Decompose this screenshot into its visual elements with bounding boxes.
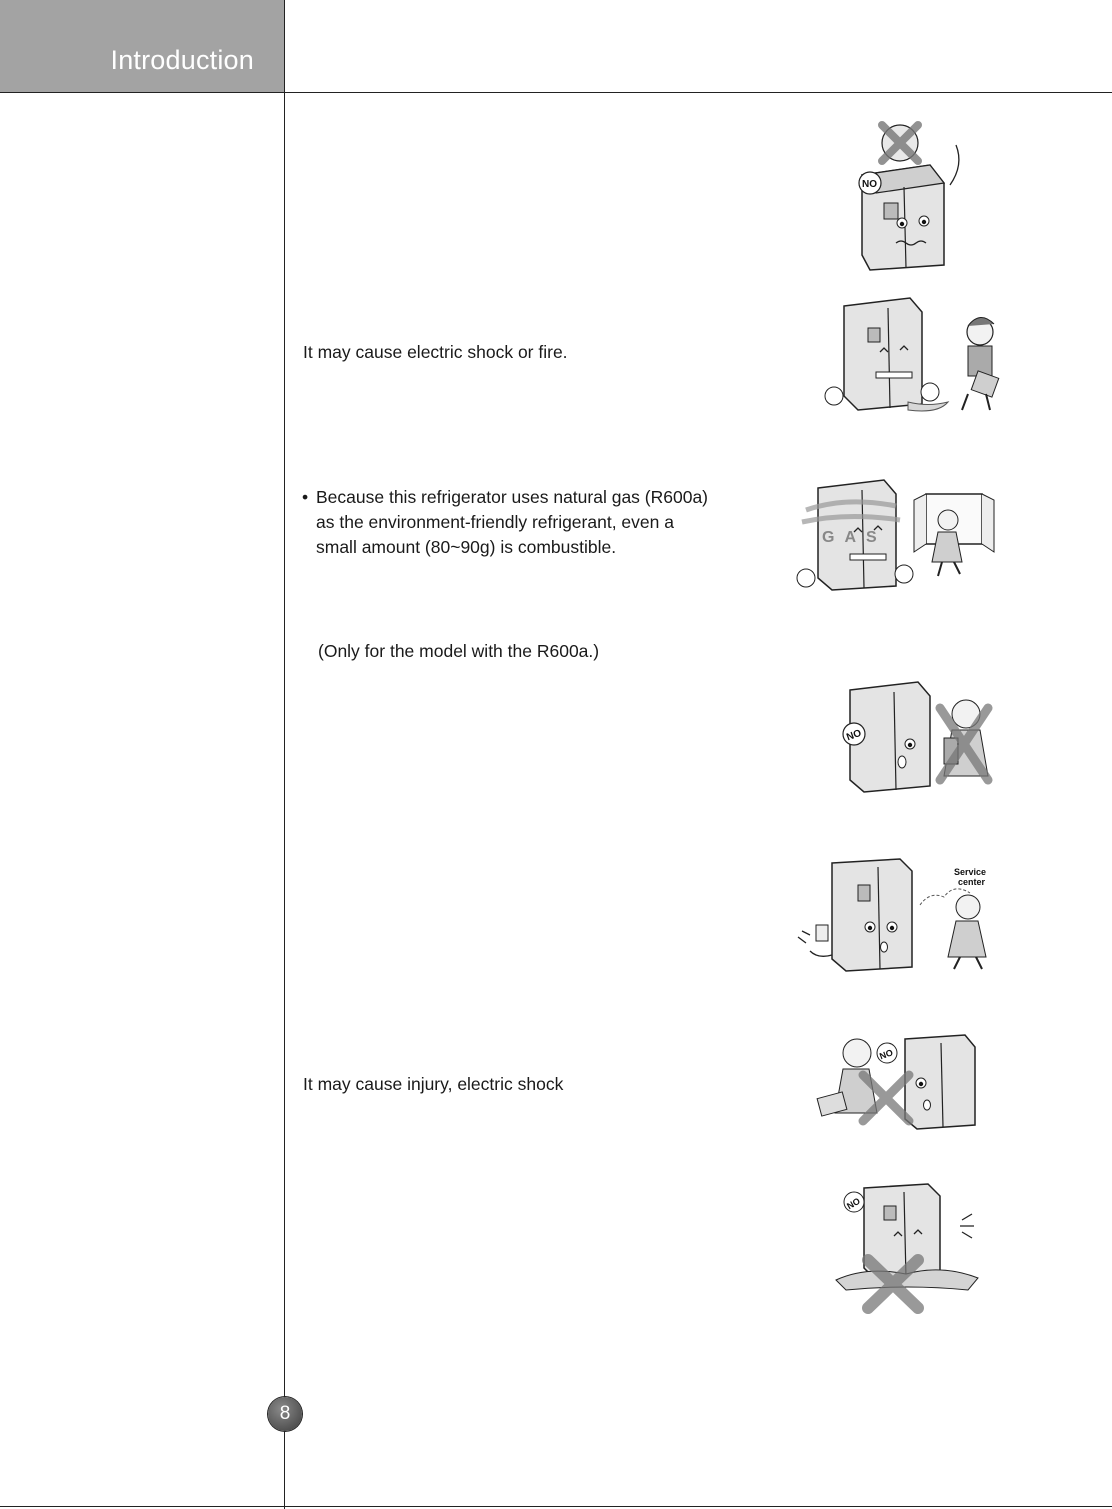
repair-person-illustration	[818, 292, 1003, 422]
gas-label: GAS	[822, 529, 887, 546]
service-center-label-2: center	[958, 877, 986, 887]
warning-electric-shock-fire: It may cause electric shock or fire.	[303, 342, 568, 362]
page-number-badge	[268, 1397, 302, 1431]
margin-divider	[284, 0, 285, 1509]
gas-leak-ventilate-illustration	[792, 470, 1002, 595]
header-divider	[0, 92, 1112, 93]
gas-warning-line-2: as the environment-friendly refrigerant, even a	[316, 512, 674, 532]
call-service-center-illustration	[792, 855, 1004, 975]
gas-warning-line-3: small amount (80~90g) is combustible.	[316, 537, 617, 557]
section-header-tab	[0, 0, 284, 92]
no-flammables-illustration	[836, 668, 1011, 808]
no-disassembly-illustration	[805, 1025, 1005, 1135]
no-label: NO	[862, 179, 877, 190]
no-items-on-top-illustration	[840, 115, 980, 275]
footer-divider	[0, 1506, 1112, 1507]
no-water-illustration	[832, 1180, 982, 1315]
gas-warning-line-1: Because this refrigerator uses natural gas (R600a)	[316, 487, 709, 507]
warning-injury-shock: It may cause injury, electric shock	[303, 1074, 564, 1094]
section-title: Introduction	[110, 45, 254, 75]
service-center-label-1: Service	[954, 867, 987, 877]
no-label-3: NO	[878, 1047, 895, 1062]
no-label-4: NO	[845, 1195, 862, 1212]
page-number: 8	[279, 1403, 291, 1424]
bullet-icon: •	[302, 487, 309, 507]
gas-warning-bullet	[302, 485, 742, 560]
r600a-model-note: (Only for the model with the R600a.)	[318, 641, 600, 661]
no-label-2: NO	[845, 727, 863, 744]
